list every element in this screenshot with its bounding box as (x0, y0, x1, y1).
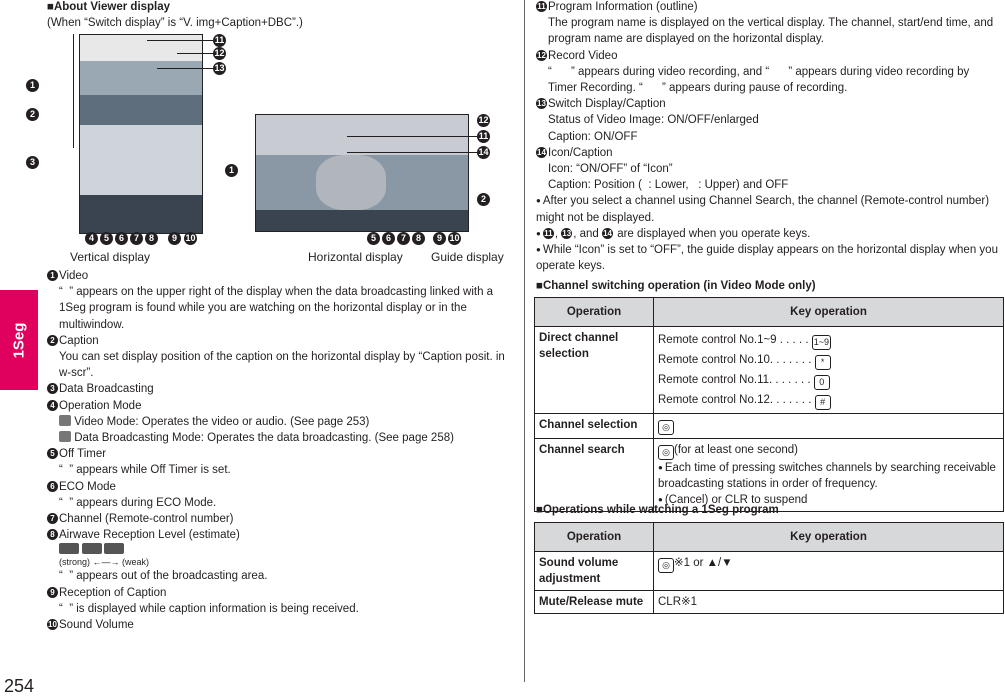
leader-line (157, 68, 213, 69)
callout-12-vertical: 12 (214, 48, 225, 58)
leader-line (177, 53, 213, 54)
bracket (73, 34, 74, 148)
col-key-operation: Key operation (654, 298, 1004, 327)
left-items (47, 268, 517, 633)
item-14-body: Icon: “ON/OFF” of “Icon” (548, 163, 673, 176)
item-13-body: Status of Video Image: ON/OFF/enlarged (548, 114, 759, 127)
key-1-9: 1~9 (812, 335, 831, 350)
item-9: 9 Reception of Caption (47, 585, 517, 601)
callout-1-vertical: 1 (26, 79, 39, 92)
page-number: 254 (4, 676, 35, 696)
item-2-body: You can set display position of the caption on the horizontal display by “Caption posit. in w-scr”. (59, 351, 505, 380)
left-column (47, 0, 517, 31)
callout-7: 7 (130, 232, 143, 245)
section-title: ■About Viewer display (47, 1, 171, 13)
item-1: 1 Video (47, 268, 517, 284)
callout-4: 4 (85, 232, 98, 245)
callout-10: 10 (185, 233, 196, 243)
callout-5-h: 5 (367, 232, 380, 245)
callout-8: 8 (145, 232, 158, 245)
horizontal-display-label: Horizontal display (308, 250, 403, 264)
callout-3-vertical: 3 (26, 156, 39, 169)
item-8: 8 Airwave Reception Level (estimate) (47, 527, 517, 543)
callout-2-horizontal: 2 (477, 193, 490, 206)
video-mode-icon (59, 415, 71, 426)
item-5: 5 Off Timer (47, 446, 517, 462)
op-cell: Mute/Release mute (535, 591, 654, 614)
data-broadcast-mode-icon (59, 431, 71, 442)
item-13-body2: Caption: ON/OFF (548, 130, 638, 143)
section-subtitle: (When “Switch display” is “V. img+Caption+DBC”.) (47, 17, 303, 30)
table2-title: ■Operations while watching a 1Seg program (536, 504, 779, 516)
table2-heading (536, 502, 998, 518)
item-8-body: “ ” appears out of the broadcasting area. (59, 570, 268, 583)
table1-title: ■Channel switching operation (in Video Mode only) (536, 280, 816, 293)
key-hash: # (815, 395, 831, 410)
callout-6: 6 (115, 232, 128, 245)
signal-mid-icon (82, 543, 102, 554)
signal-weak-icon (104, 543, 124, 554)
horizontal-display-screen (255, 114, 469, 232)
item-3: 3 Data Broadcasting (47, 381, 517, 397)
callout-10-h: 10 (449, 233, 460, 243)
callout-8-h: 8 (412, 232, 425, 245)
item-1-body: “ ” appears on the upper right of the display when the data broadcasting linked with a 1Seg program is found while you are watching on the horizontal display or in the multiwindow. (59, 286, 494, 331)
callout-12-horizontal: 12 (478, 115, 489, 125)
item-12-body: “ ” appears during video recording, and “ ” appears during video recording by Timer Recording. “ ” appears during pause of recording. (548, 65, 970, 95)
table-row (535, 552, 1004, 591)
guide-display-label: Guide display (431, 250, 504, 264)
item-13: 13 Switch Display/Caption (537, 98, 666, 111)
leader-line (347, 152, 477, 153)
callout-13-vertical: 13 (214, 63, 225, 73)
right-column (536, 0, 998, 295)
item-12: 12 Record Video (537, 49, 618, 62)
op-cell: Channel selection (535, 414, 654, 439)
col-operation: Operation (535, 298, 654, 327)
item-6: 6 ECO Mode (47, 479, 517, 495)
op-cell: Channel search (535, 439, 654, 512)
item-5-body: “ ” appears while Off Timer is set. (59, 464, 231, 477)
callout-11-horizontal: 11 (478, 131, 489, 141)
channel-switching-table (534, 297, 1004, 512)
viewer-display-figure (29, 32, 517, 268)
key-cell (654, 414, 1004, 439)
callout-5: 5 (100, 232, 113, 245)
note-1: ● After you select a channel using Channel Search, the channel (Remote-control number) might not be displayed. (536, 193, 998, 225)
item-7: 7 Channel (Remote-control number) (47, 511, 517, 527)
nav-key-icon: ◎ (658, 420, 674, 435)
reception-level-icons: (strong) ←—→ (weak) (47, 543, 517, 568)
callout-6-h: 6 (382, 232, 395, 245)
operations-table (534, 522, 1004, 614)
leader-line (347, 136, 477, 137)
vertical-display-label: Vertical display (70, 250, 151, 264)
callout-1-horizontal: 1 (225, 164, 238, 177)
note-3: ● While “Icon” is set to “OFF”, the guide display appears on the horizontal display when you operate keys. (536, 242, 998, 274)
callout-11-vertical: 11 (214, 35, 225, 45)
col-key-operation: Key operation (654, 523, 1004, 552)
key-star: * (815, 355, 831, 370)
callout-14-horizontal: 14 (478, 147, 489, 157)
note-2: ● 11 , 13 , and 14 are displayed when you operate keys. (536, 226, 998, 242)
leader-line (147, 40, 213, 41)
nav-key-icon: ◎ (658, 445, 674, 460)
item-11: 11 Program Information (outline) (537, 1, 698, 13)
callout-7-h: 7 (397, 232, 410, 245)
item-14: 14 Icon/Caption (537, 146, 613, 159)
op-cell: Direct channel selection (535, 327, 654, 414)
item-6-body: “ ” appears during ECO Mode. (59, 496, 217, 509)
item-9-body: “ ” is displayed while caption information is being received. (59, 602, 359, 615)
item-10: 10 Sound Volume (48, 619, 134, 632)
table-row (535, 591, 1004, 614)
item-11-body: The program name is displayed on the vertical display. The channel, start/end time, and program name are displayed on the horizontal display. (548, 17, 994, 46)
signal-strong-icon (59, 543, 79, 554)
key-cell: ◎ (for at least one second) ● Each time of pressing switches channels by searching receivable broadcasting stations in order of frequency. ● (Cancel) or CLR to suspend (654, 439, 1004, 512)
callout-9-h: 9 (433, 232, 446, 245)
nav-key-icon: ◎ (658, 558, 674, 573)
section-tab: 1Seg (0, 290, 38, 390)
item-4: 4 Operation Mode (47, 398, 517, 414)
item-4-body2: Data Broadcasting Mode: Operates the data broadcasting. (See page 258) (47, 430, 517, 446)
op-cell: Sound volume adjustment (535, 552, 654, 591)
item-14-body2: Caption: Position ( : Lower, : Upper) and OFF (548, 179, 789, 192)
key-cell: ◎ ※1 or ▲/▼ (654, 552, 1004, 591)
item-2: 2 Caption (47, 333, 517, 349)
key-0: 0 (814, 375, 830, 390)
callout-2-vertical: 2 (26, 108, 39, 121)
table-row (535, 327, 1004, 414)
column-divider (524, 0, 525, 682)
key-cell: Remote control No.1~9 . . . . . 1~9 Remote control No.10. . . . . . . * Remote control No.11. . . . . . . 0 Remote control No.12. . . . . . . # (654, 327, 1004, 414)
table-row (535, 439, 1004, 512)
col-operation: Operation (535, 523, 654, 552)
key-cell: CLR※1 (654, 591, 1004, 614)
callout-9: 9 (168, 232, 181, 245)
item-4-body: Video Mode: Operates the video or audio. (See page 253) (47, 414, 517, 430)
table-row (535, 414, 1004, 439)
vertical-display-screen (79, 34, 203, 234)
